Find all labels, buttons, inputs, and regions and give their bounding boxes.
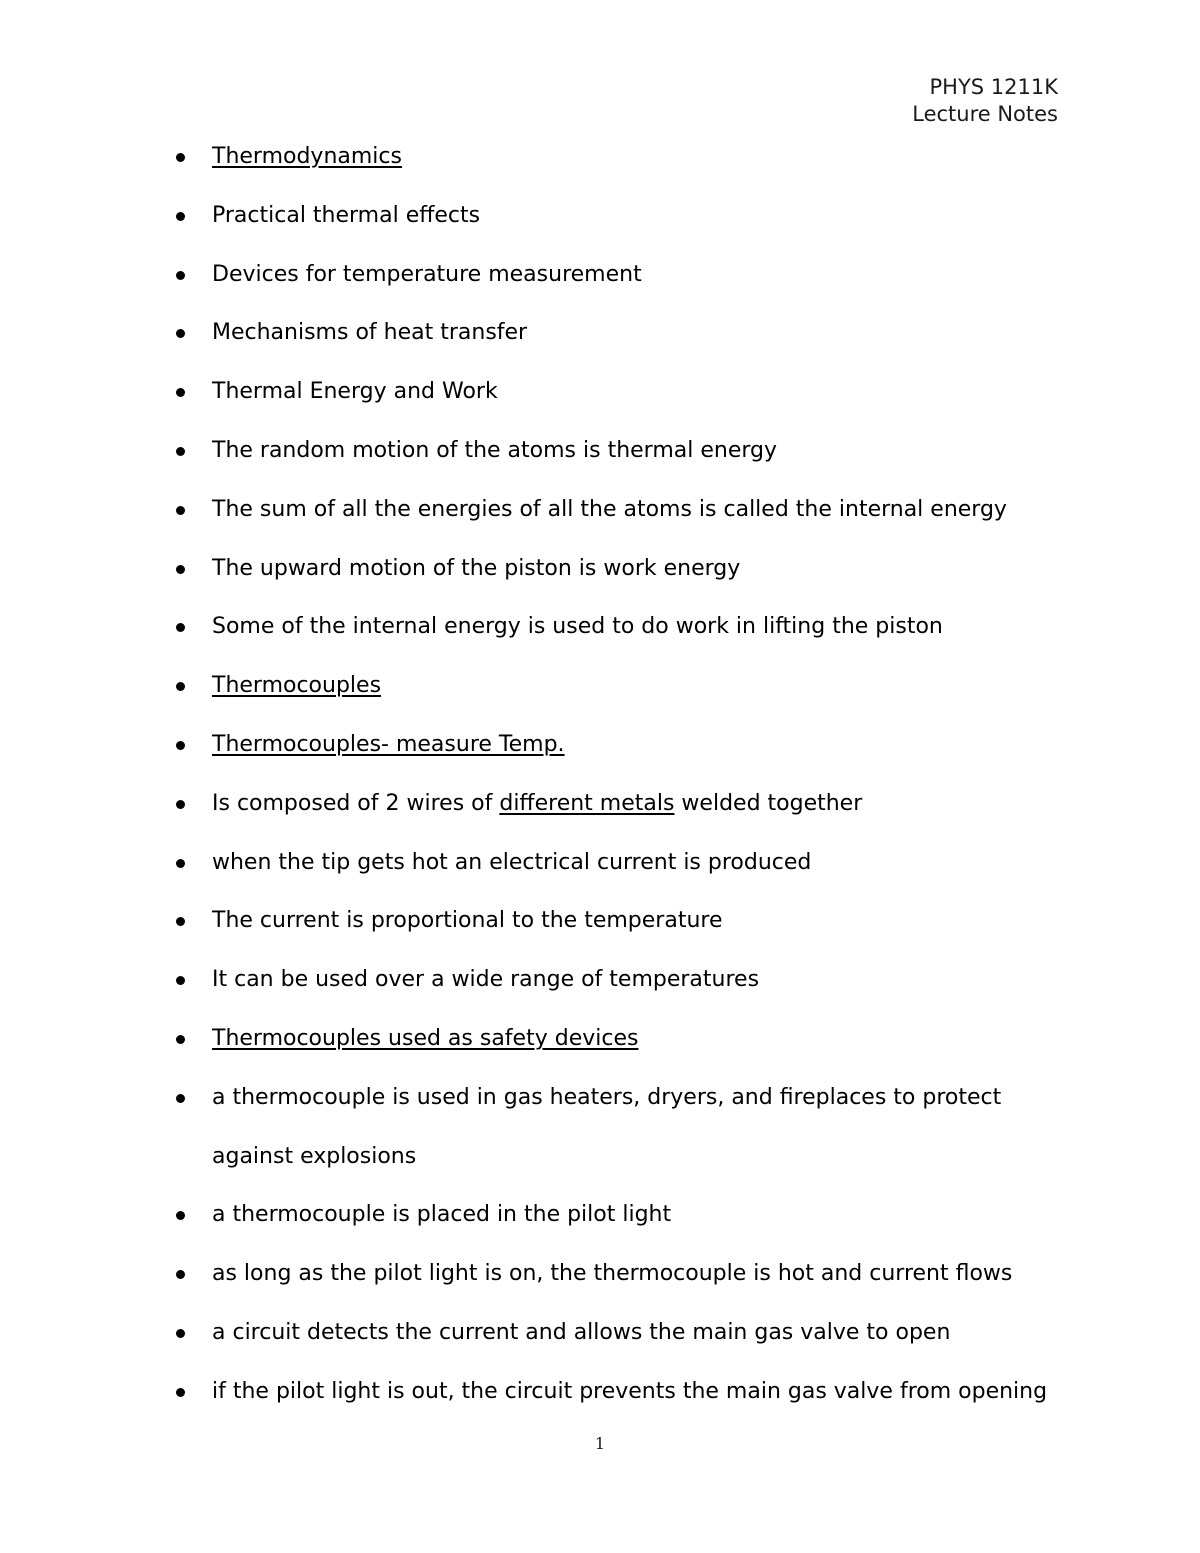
- bullet-dot-icon: [176, 1329, 185, 1338]
- list-item-text: [212, 1010, 638, 1069]
- bullet-dot-icon: [176, 153, 185, 162]
- bullet-dot-icon: [176, 212, 185, 221]
- text-run: Mechanisms of heat transfer: [212, 320, 528, 346]
- underlined-text: Thermodynamics: [212, 144, 402, 169]
- text-run: The current is proportional to the temperature: [212, 908, 723, 934]
- text-run: if the pilot light is out, the circuit prevents the main gas valve from opening: [212, 1378, 1048, 1404]
- text-run: The random motion of the atoms is thermal energy: [212, 438, 778, 463]
- bullet-dot-icon: [176, 682, 185, 691]
- list-item-text: [212, 951, 759, 1010]
- text-run: Thermal Energy and Work: [212, 379, 498, 405]
- list-item-text: [212, 1186, 671, 1245]
- list-item-text: [212, 716, 565, 775]
- underlined-text: Thermocouples used as safety devices: [212, 1026, 639, 1051]
- bullet-dot-icon: [176, 1211, 185, 1220]
- bullet-dot-icon: [176, 329, 185, 338]
- list-item-text: [212, 422, 777, 481]
- text-run: a thermocouple is used in gas heaters, dryers, and fireplaces to protect: [212, 1084, 1002, 1110]
- page-number: 1: [594, 1434, 606, 1453]
- list-item-text: against explosions: [212, 1143, 417, 1169]
- text-run: The sum of all the energies of all the atoms is called the internal energy: [212, 496, 1007, 522]
- list-item-text: [212, 834, 811, 893]
- bullet-dot-icon: [176, 506, 185, 515]
- text-run: It can be used over a wide range of temperatures: [212, 967, 760, 993]
- list-item-text: [212, 657, 381, 716]
- list-item-text: [212, 187, 480, 246]
- text-run: Some of the internal energy is used to do work in lifting the piston: [212, 614, 943, 640]
- text-run: Is composed of 2 wires of: [212, 790, 500, 816]
- bullet-dot-icon: [176, 1035, 185, 1044]
- underlined-text: different metals: [499, 790, 675, 816]
- bullet-dot-icon: [176, 623, 185, 632]
- list-item-text: [212, 1363, 1047, 1422]
- list-item-text: [212, 540, 740, 599]
- text-run: Practical thermal effects: [212, 202, 481, 228]
- text-run: a thermocouple is placed in the pilot light: [212, 1202, 672, 1228]
- bullet-dot-icon: [176, 447, 185, 456]
- list-item-text: [212, 598, 943, 657]
- list-item-text: [212, 1245, 1012, 1304]
- text-run: when the tip gets hot an electrical current is produced: [212, 849, 812, 875]
- bullet-dot-icon: [176, 800, 185, 809]
- bullet-dot-icon: [176, 1388, 185, 1397]
- text-run: Devices for temperature measurement: [212, 261, 642, 287]
- text-run: The upward motion of the piston is work energy: [212, 555, 741, 581]
- list-item-text: [212, 304, 527, 363]
- bullet-dot-icon: [176, 976, 185, 985]
- course-code: PHYS 1211K: [929, 75, 1058, 99]
- underlined-text: Thermocouples- measure Temp.: [212, 732, 565, 757]
- list-item-text: [212, 363, 498, 422]
- page-header: [912, 74, 1058, 128]
- bullet-dot-icon: [176, 565, 185, 574]
- list-item-text: [212, 775, 862, 834]
- bullet-dot-icon: [176, 917, 185, 926]
- bullet-dot-icon: [176, 271, 185, 280]
- bullet-dot-icon: [176, 1270, 185, 1279]
- bullet-dot-icon: [176, 859, 185, 868]
- text-run: a circuit detects the current and allows the main gas valve to open: [212, 1320, 951, 1345]
- list-item-text: [212, 246, 642, 305]
- list-item-text: [212, 892, 722, 951]
- list-item-text: [212, 481, 1007, 540]
- text-run: welded together: [674, 790, 863, 816]
- list-item-text: [212, 1304, 950, 1363]
- bullet-dot-icon: [176, 741, 185, 750]
- list-item-text: [212, 1069, 1001, 1128]
- text-run: as long as the pilot light is on, the thermocouple is hot and current flows: [212, 1261, 1013, 1287]
- bullet-dot-icon: [176, 388, 185, 397]
- underlined-text: Thermocouples: [212, 673, 382, 699]
- bullet-dot-icon: [176, 1094, 185, 1103]
- list-item-text: [212, 128, 402, 187]
- header-subtitle: Lecture Notes: [912, 102, 1058, 126]
